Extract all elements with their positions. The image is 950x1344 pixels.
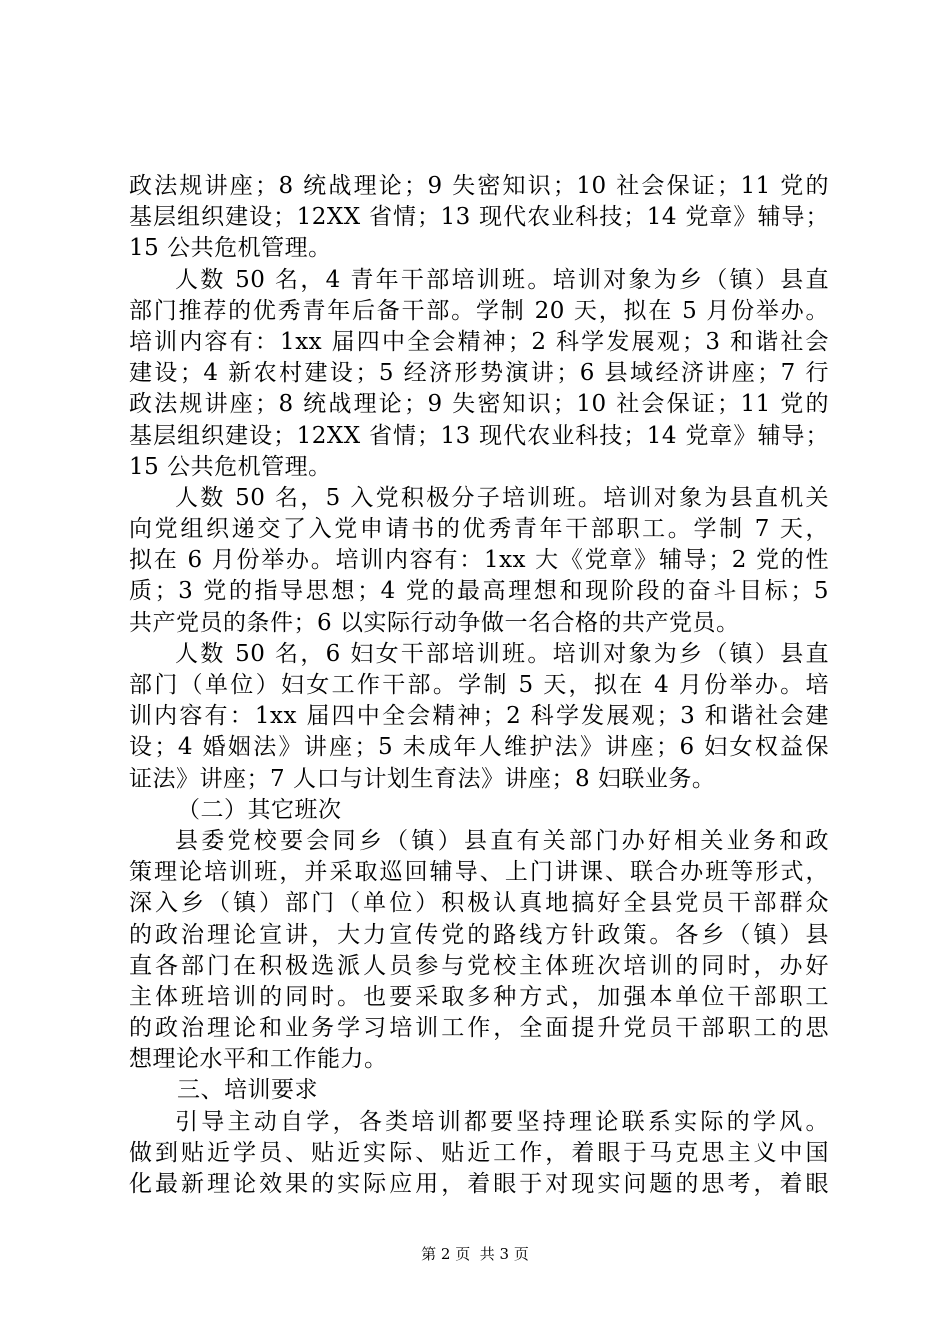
text-line: 做到贴近学员、贴近实际、贴近工作，着眼于马克思主义中国 [129,1139,829,1166]
text-line: 15 公共危机管理。 [129,235,332,262]
text-line: 引导主动自学，各类培训都要坚持理论联系实际的学风。 [175,1108,829,1135]
text-line: 想理论水平和工作能力。 [129,1046,388,1073]
text-line: 部门推荐的优秀青年后备干部。学制 20 天，拟在 5 月份举办。 [129,297,829,324]
text-line: 培训内容有：1xx 届四中全会精神；2 科学发展观；3 和谐社会 [129,328,829,355]
text-line: 证法》讲座；7 人口与计划生育法》讲座；8 妇联业务。 [129,765,716,792]
text-line: 的政治理论宣讲，大力宣传党的路线方针政策。各乡（镇）县 [129,921,829,948]
text-line: 直各部门在积极选派人员参与党校主体班次培训的同时，办好 [129,952,829,979]
text-line: 向党组织递交了入党申请书的优秀青年干部职工。学制 7 天， [129,516,829,543]
text-line: 部门（单位）妇女工作干部。学制 5 天，拟在 4 月份举办。培 [129,672,829,698]
text-line: 主体班培训的同时。也要采取多种方式，加强本单位干部职工 [129,983,829,1010]
section-heading: （二）其它班次 [177,796,342,823]
text-line: 人数 50 名，4 青年干部培训班。培训对象为乡（镇）县直 [175,266,829,293]
text-line: 人数 50 名，6 妇女干部培训班。培训对象为乡（镇）县直 [175,640,829,667]
text-line: 建设；4 新农村建设；5 经济形势演讲；6 县域经济讲座；7 行 [129,360,829,387]
text-line: 政法规讲座；8 统战理论；9 失密知识；10 社会保证；11 党的 [129,173,829,199]
text-line: 人数 50 名，5 入党积极分子培训班。培训对象为县直机关 [175,484,829,511]
text-line: 政法规讲座；8 统战理论；9 失密知识；10 社会保证；11 党的 [129,391,829,418]
text-line: 的政治理论和业务学习培训工作，全面提升党员干部职工的思 [129,1015,829,1042]
text-line: 基层组织建设；12XX 省情；13 现代农业科技；14 党章》辅导； [129,204,829,231]
text-line: 质；3 党的指导思想；4 党的最高理想和现阶段的奋斗目标；5 [129,578,829,605]
text-line: 县委党校要会同乡（镇）县直有关部门办好相关业务和政 [175,827,829,854]
text-line: 训内容有：1xx 届四中全会精神；2 科学发展观；3 和谐社会建 [129,703,829,730]
text-line: 深入乡（镇）部门（单位）积极认真地搞好全县党员干部群众 [129,890,829,917]
text-line: 基层组织建设；12XX 省情；13 现代农业科技；14 党章》辅导； [129,422,829,449]
text-line: 设；4 婚姻法》讲座；5 未成年人维护法》讲座；6 妇女权益保 [129,734,829,761]
text-line: 共产党员的条件；6 以实际行动争做一名合格的共产党员。 [129,609,740,636]
page-number-footer: 第 2 页 共 3 页 [421,1245,529,1263]
section-heading: 三、培训要求 [177,1077,318,1104]
text-line: 15 公共危机管理。 [129,453,332,480]
text-line: 拟在 6 月份举办。培训内容有：1xx 大《党章》辅导；2 党的性 [129,547,829,574]
text-line: 化最新理论效果的实际应用，着眼于对现实问题的思考，着眼 [129,1171,829,1197]
document-body [129,171,829,1200]
text-line: 策理论培训班，并采取巡回辅导、上门讲课、联合办班等形式， [129,859,829,886]
